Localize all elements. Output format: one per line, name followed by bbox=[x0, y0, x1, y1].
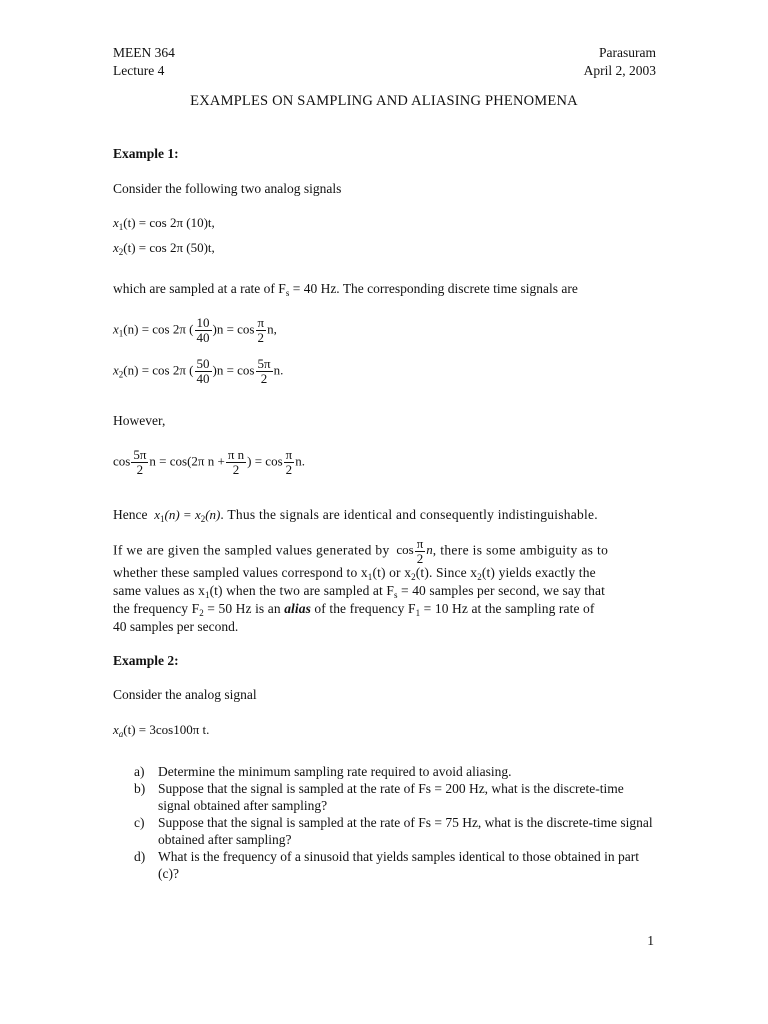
given-line: If we are given the sampled values generated by cos $\frac{\pi}{2}$ n, there is some ambiguity as to bbox=[113, 536, 609, 566]
however-text: However, bbox=[113, 413, 166, 428]
question-list bbox=[134, 763, 656, 882]
fraction: $\frac{\pi}{2}$ bbox=[416, 536, 424, 566]
list-item: a) Determine the minimum sampling rate required to avoid aliasing. bbox=[134, 764, 512, 779]
equation-x2n: $x_2(n) = \cos 2\pi$ ( $\frac{50}{40}$ )n = cos $\frac{5\pi}{2}$ n. bbox=[113, 356, 284, 386]
example1-intro: Consider the following two analog signals bbox=[113, 181, 342, 196]
whether-line: whether these sampled values correspond to $x_1(t)$ or $x_2(t)$. Since $x_2(t)$ yields exactly the bbox=[113, 565, 596, 582]
fraction: $\frac{50}{40}$ bbox=[196, 356, 210, 386]
author-name: Parasuram bbox=[599, 45, 656, 60]
equation-x1n: $x_1(n) = \cos 2\pi$ ( $\frac{10}{40}$ )n = cos $\frac{\pi}{2}$ n, bbox=[113, 315, 277, 345]
example2-heading: Example 2: bbox=[113, 653, 179, 668]
equation-x2t: $x_2(t) = \cos 2\pi$ (50)t, bbox=[113, 240, 215, 257]
fraction: $\frac{\pi}{2}$ bbox=[257, 315, 265, 345]
fraction: $\frac{\text{π n}}{2}$ bbox=[227, 447, 245, 477]
fraction: $\frac{5\pi}{2}$ bbox=[133, 447, 147, 477]
example2-intro: Consider the analog signal bbox=[113, 687, 257, 702]
page-number: 1 bbox=[647, 933, 654, 948]
equation-xat: $x_a(t) = 3\cos 100\pi$ t. bbox=[113, 722, 210, 739]
list-item: b) Suppose that the signal is sampled at the rate of Fs = 200 Hz, what is the discrete-time signal obtained after sampling? bbox=[134, 781, 624, 813]
lecture-date: April 2, 2003 bbox=[583, 63, 656, 78]
lecture-number: Lecture 4 bbox=[113, 63, 165, 78]
frequency-line: the frequency $F_2 = 50$ Hz is an alias of the frequency $F_1 = 10$ Hz at the sampling rate of bbox=[113, 601, 595, 618]
list-item: d) What is the frequency of a sinusoid that yields samples identical to those obtained in part (c)? bbox=[134, 849, 640, 881]
hence-line: Hence $x_1(n) = x_2(n)$. Thus the signals are identical and consequently indistinguishable. bbox=[113, 507, 598, 524]
list-item: c) Suppose that the signal is sampled at the rate of Fs = 75 Hz, what is the discrete-time signal obtained after sampling? bbox=[134, 815, 653, 847]
equation-x1t: $x_1(t) = \cos 2\pi$ (10)t, bbox=[113, 215, 215, 232]
fraction: $\frac{10}{40}$ bbox=[196, 315, 210, 345]
fraction: $\frac{5\pi}{2}$ bbox=[257, 356, 271, 386]
page-title: EXAMPLES ON SAMPLING AND ALIASING PHENOMENA bbox=[190, 93, 578, 109]
example1-heading: Example 1: bbox=[113, 146, 179, 161]
equation-identity: cos $\frac{5\pi}{2}$ n = cos(2π n + $\frac{\text{π n}}{2}$ ) = cos $\frac{\pi}{2}$ n. bbox=[113, 447, 305, 477]
fraction: $\frac{\pi}{2}$ bbox=[285, 447, 293, 477]
same-values-line: same values as $x_1(t)$ when the two are sampled at $F_s = 40$ samples per second, we say that bbox=[113, 583, 605, 600]
alias-term: alias bbox=[284, 601, 311, 616]
sampling-rate-text: which are sampled at a rate of $F_s = 40$ Hz. The corresponding discrete time signals are bbox=[113, 281, 578, 298]
samples-line: 40 samples per second. bbox=[113, 619, 239, 634]
course-code: MEEN 364 bbox=[113, 45, 175, 60]
